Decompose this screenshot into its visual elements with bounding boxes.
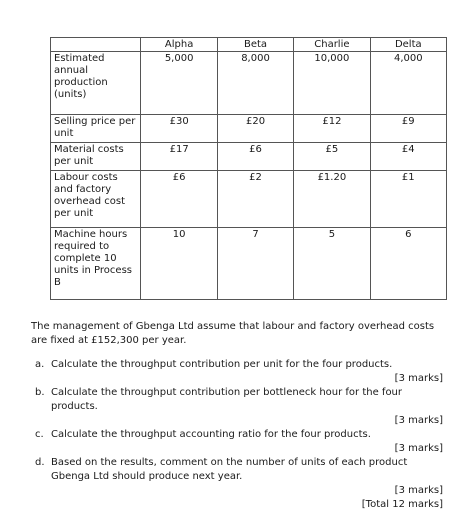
question-marks: [3 marks] <box>394 485 443 496</box>
table-cell: £12 <box>294 115 370 143</box>
row-label: Estimated annual production (units) <box>51 52 141 115</box>
table-row <box>51 143 447 171</box>
table-cell: £4 <box>370 143 446 171</box>
question-item-c <box>31 428 443 456</box>
table-row <box>51 171 447 228</box>
question-letter: c. <box>35 429 44 440</box>
table-cell: £6 <box>217 143 293 171</box>
table-cell: £1.20 <box>294 171 370 228</box>
row-label: Material costs per unit <box>51 143 141 171</box>
question-marks: [3 marks] <box>394 443 443 454</box>
table-cell: £5 <box>294 143 370 171</box>
question-letter: b. <box>35 387 45 398</box>
table-cell: £2 <box>217 171 293 228</box>
table-row <box>51 52 447 115</box>
question-item-d <box>31 456 443 498</box>
row-label: Machine hours required to complete 10 units in Process B <box>51 228 141 300</box>
question-letter: d. <box>35 457 45 468</box>
header-cell-empty <box>51 38 141 52</box>
header-cell-delta: Delta <box>370 38 446 52</box>
question-text: Calculate the throughput contribution per unit for the four products. <box>51 359 393 370</box>
table-cell: £1 <box>370 171 446 228</box>
table-cell: £9 <box>370 115 446 143</box>
table-cell: 8,000 <box>217 52 293 115</box>
header-cell-beta: Beta <box>217 38 293 52</box>
table-row <box>51 228 447 300</box>
question-list <box>31 358 443 512</box>
question-marks: [3 marks] <box>394 373 443 384</box>
table-header-row <box>51 38 447 52</box>
product-data-table <box>50 37 447 300</box>
table-cell: 6 <box>370 228 446 300</box>
table-cell: 5 <box>294 228 370 300</box>
question-text: Calculate the throughput contribution per bottleneck hour for the four products. <box>51 387 403 412</box>
table-cell: 4,000 <box>370 52 446 115</box>
table-cell: 10,000 <box>294 52 370 115</box>
table-cell: £20 <box>217 115 293 143</box>
question-marks: [3 marks] <box>394 415 443 426</box>
question-text: Calculate the throughput accounting ratio for the four products. <box>51 429 371 440</box>
table-cell: 7 <box>217 228 293 300</box>
total-marks: [Total 12 marks] <box>361 499 443 510</box>
question-item-a <box>31 358 443 386</box>
intro-paragraph: The management of Gbenga Ltd assume that labour and factory overhead costs are fixed at £152,300 per year. <box>31 321 435 346</box>
table-cell: £30 <box>141 115 217 143</box>
question-letter: a. <box>35 359 45 370</box>
table-cell: 10 <box>141 228 217 300</box>
table-row <box>51 115 447 143</box>
header-cell-charlie: Charlie <box>294 38 370 52</box>
row-label: Labour costs and factory overhead cost per unit <box>51 171 141 228</box>
table-cell: £17 <box>141 143 217 171</box>
question-item-b <box>31 386 443 428</box>
question-text: Based on the results, comment on the number of units of each product Gbenga Ltd should produce next year. <box>51 457 408 482</box>
header-cell-alpha: Alpha <box>141 38 217 52</box>
table-cell: £6 <box>141 171 217 228</box>
table-cell: 5,000 <box>141 52 217 115</box>
row-label: Selling price per unit <box>51 115 141 143</box>
